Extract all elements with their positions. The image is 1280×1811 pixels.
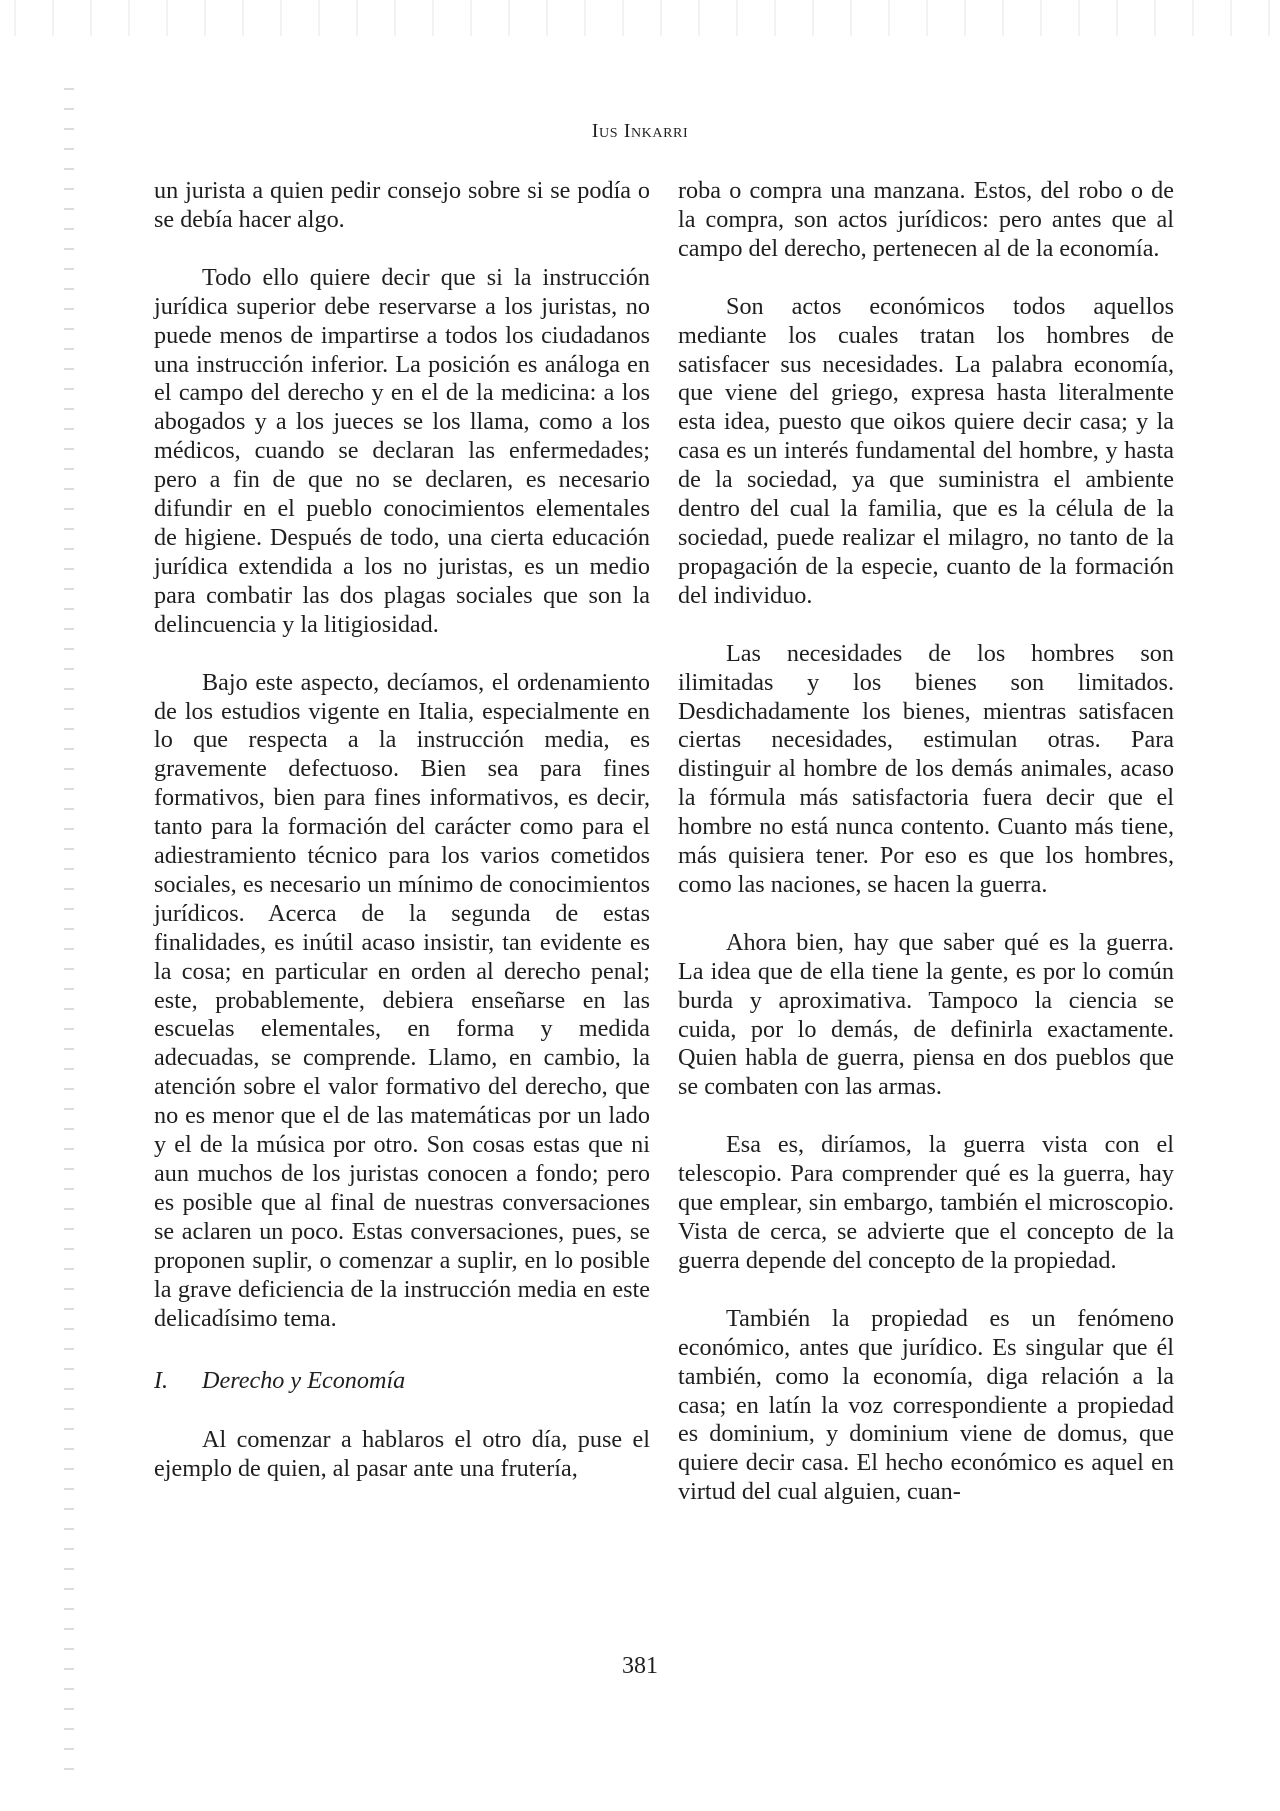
paragraph: Todo ello quiere decir que si la instrucción jurídica superior debe reservarse a los juristas, no puede menos de impartirse a todos los ciudadanos una instrucción inferior. La posición es análoga en el campo del derecho y en el de la medicina: a los abogados y a los jueces se los llama, como a los médicos, cuando se declaran las enfermedades; pero a fin de que no se declaren, es necesario difundir en el pueblo conocimientos elementales de higiene. Después de todo, una cierta educación jurídica extendida a los no juristas, es un medio para combatir las dos plagas sociales que son la delincuencia y la litigiosidad. — [154, 263, 650, 638]
section-number: I. — [154, 1367, 169, 1395]
section-title: Derecho y Economía — [202, 1367, 406, 1395]
paragraph: Al comenzar a hablaros el otro día, puse el ejemplo de quien, al pasar ante una frutería, — [154, 1426, 650, 1483]
running-head: Ius Inkarri — [591, 120, 689, 142]
paragraph: Bajo este aspecto, decíamos, el ordenamiento de los estudios vigente en Italia, especialmente en lo que respecta a la instrucción media, es gravemente defectuoso. Bien sea para fines formativos, bien para fines informativos, es decir, tanto para la formación del carácter como para el adiestramiento técnico para los varios cometidos sociales, es necesario un mínimo de conocimientos jurídicos. Acerca de la segunda de estas finalidades, es inútil acaso insistir, tan evidente es la cosa; en particular en orden al derecho penal; este, probablemente, debiera enseñarse en las escuelas elementales, en forma y medida adecuadas, se comprende. Llamo, en cambio, la atención sobre el valor formativo del derecho, que no es menor que el de las matemáticas por un lado y el de la música por otro. Son cosas estas que ni aun muchos de los juristas conocen a fondo; pero es posible que al final de nuestras conversaciones se aclaren un poco. Estas conversaciones, pues, se proponen suplir, o comenzar a suplir, en lo posible la grave deficiencia de la instrucción media en este delicadísimo tema. — [154, 668, 650, 1332]
paragraph: roba o compra una manzana. Estos, del robo o de la compra, son actos jurídicos: pero antes que al campo del derecho, pertenecen al de la economía. — [678, 177, 1174, 262]
section-heading — [154, 1367, 650, 1396]
left-column — [154, 177, 650, 1513]
scan-noise-left — [64, 70, 74, 1770]
paragraph: Las necesidades de los hombres son ilimitadas y los bienes son limitados. Desdichadamente los bienes, mientras satisfacen ciertas necesidades, estimulan otras. Para distinguir al hombre de los demás animales, acaso la fórmula más satisfactoria fuera decir que el hombre no está nunca contento. Cuanto más tiene, más quisiera tener. Por eso es que los hombres, como las naciones, se hacen la guerra. — [678, 639, 1174, 898]
paragraph: Ahora bien, hay que saber qué es la guerra. La idea que de ella tiene la gente, es por lo común burda y aproximativa. Tampoco la ciencia se cuida, por lo demás, de definirla exactamente. Quien habla de guerra, piensa en dos pueblos que se combaten con las armas. — [678, 928, 1174, 1101]
right-column — [678, 177, 1174, 1536]
page-number: 381 — [622, 1653, 658, 1679]
scan-noise-top — [0, 0, 1280, 36]
paragraph: Esa es, diríamos, la guerra vista con el telescopio. Para comprender qué es la guerra, hay que emplear, sin embargo, también el microscopio. Vista de cerca, se advierte que el concepto de la guerra depende del concepto de la propiedad. — [678, 1131, 1174, 1274]
paragraph: un jurista a quien pedir consejo sobre si se podía o se debía hacer algo. — [154, 177, 650, 233]
paragraph: También la propiedad es un fenómeno económico, antes que jurídico. Es singular que él también, como la economía, diga relación a la casa; en latín la voz correspondiente a propiedad es dominium, y dominium viene de domus, que quiere decir casa. El hecho económico es aquel en virtud del cual alguien, cuan- — [678, 1304, 1174, 1506]
paragraph: Son actos económicos todos aquellos mediante los cuales tratan los hombres de satisfacer sus necesidades. La palabra economía, que viene del griego, expresa hasta literalmente esta idea, puesto que oikos quiere decir casa; y la casa es un interés fundamental del hombre, y hasta de la sociedad, ya que suministra el ambiente dentro del cual la familia, que es la célula de la sociedad, puede realizar el milagro, no tanto de la propagación de la especie, cuanto de la formación del individuo. — [678, 292, 1174, 609]
